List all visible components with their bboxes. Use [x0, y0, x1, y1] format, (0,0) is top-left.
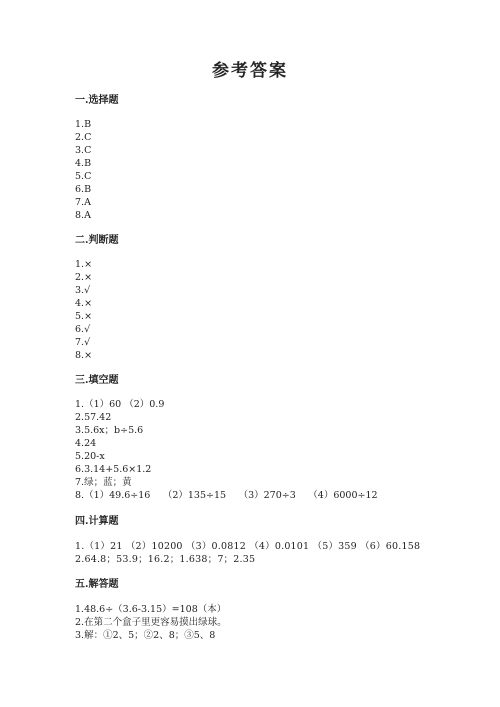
list-item: 5.× [75, 311, 93, 322]
list-item: 5.20-x [75, 451, 105, 462]
section-heading-calc: 四.计算题 [75, 516, 119, 527]
list-item: 2.64.8；53.9；16.2；1.638；7；2.35 [75, 554, 256, 565]
judge-answer-list [75, 258, 92, 362]
list-item: 2.在第二个盒子里更容易摸出绿球。 [75, 617, 227, 628]
list-item: 3.C [75, 145, 92, 156]
list-item: 1.48.6÷（3.6-3.15）=108（本） [75, 604, 227, 615]
list-item: 1.（1）60 （2）0.9 [75, 399, 165, 410]
list-item: 7.绿；蓝；黄 [75, 477, 132, 488]
section-heading-solve: 五.解答题 [75, 579, 119, 590]
list-item: 3.5.6x；b÷5.6 [75, 425, 144, 436]
list-item: 8.A [75, 210, 91, 221]
list-item: 6.B [75, 184, 92, 195]
list-item: 7.√ [75, 337, 91, 348]
list-item: 6.√ [75, 324, 91, 335]
list-item: 2.C [75, 132, 92, 143]
list-item: 3.解：①2、5；②2、8；③5、8 [75, 630, 216, 641]
calc-answer-list [75, 540, 420, 566]
section-heading-fill: 三.填空题 [75, 375, 119, 386]
list-item: 1.B [75, 119, 92, 130]
section-heading-judge: 二.判断题 [75, 235, 119, 246]
fill-answer-list [75, 398, 378, 502]
list-item: 6.3.14+5.6×1.2 [75, 464, 152, 475]
list-item: 4.× [75, 298, 93, 309]
list-item: 3.√ [75, 285, 91, 296]
list-item: 2.57.42 [75, 412, 112, 423]
list-item: 2.× [75, 272, 93, 283]
solve-answer-list [75, 603, 227, 642]
list-item: 5.C [75, 171, 92, 182]
section-heading-choice: 一.选择题 [75, 95, 119, 106]
list-item: 1.（1）21 （2）10200 （3）0.0812 （4）0.0101 （5）359 （6）60.158 [75, 541, 421, 552]
list-item: 8.（1）49.6÷16 （2）135÷15 （3）270÷3 （4）6000÷12 [75, 490, 378, 501]
page-title: 参考答案 [212, 61, 288, 81]
list-item: 1.× [75, 259, 93, 270]
list-item: 7.A [75, 197, 91, 208]
choice-answer-list [75, 118, 91, 222]
list-item: 4.B [75, 158, 92, 169]
list-item: 8.× [75, 350, 93, 361]
list-item: 4.24 [75, 438, 97, 449]
